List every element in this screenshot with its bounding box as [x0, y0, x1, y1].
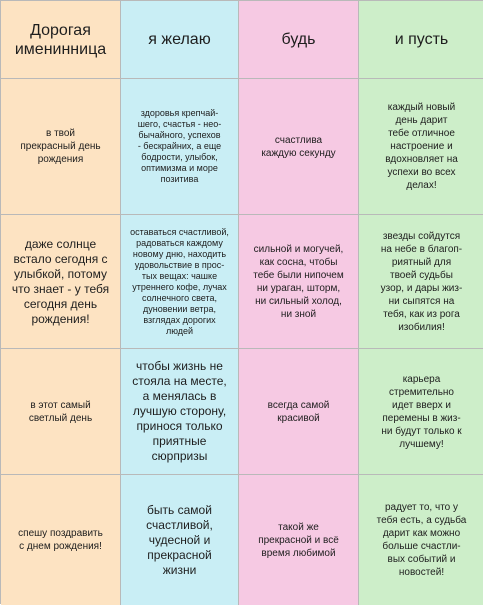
row1-col4: каждый новый день дарит тебе отличное настроение и вдохновляет на успехи во всех делах! [359, 79, 483, 215]
row2-col4: звезды сойдутся на небе в благоп- риятный для твоей судьбы узор, и дары жиз- ни сыпятся на тебя, как из рога изобилия! [359, 215, 483, 349]
row3-col2: чтобы жизнь не стояла на месте, а менялась в лучшую сторону, принося только приятные сюрпризы [121, 349, 239, 475]
row1-col2: здоровья крепчай- шего, счастья - нео- бычайного, успехов - бескрайних, а еще бодрости, улыбок, оптимизма и море позитива [121, 79, 239, 215]
row1-col1: в твой прекрасный день рождения [1, 79, 121, 215]
row2-col3: сильной и могучей, как сосна, чтобы тебе были нипочем ни ураган, шторм, ни сильный холод, ни зной [239, 215, 359, 349]
row3-col4: карьера стремительно идет вверх и перемены в жиз- ни будут только к лучшему! [359, 349, 483, 475]
row4-col3: такой же прекрасной и всё время любимой [239, 475, 359, 605]
header-col2: я желаю [121, 1, 239, 79]
row4-col2: быть самой счастливой, чудесной и прекрасной жизни [121, 475, 239, 605]
row4-col1: спешу поздравить с днем рождения! [1, 475, 121, 605]
row2-col2: оставаться счастливой, радоваться каждому новому дню, находить удовольствие в прос- тых вещах: чашке утреннего кофе, лучах солнечного света, дуновении ветра, взглядах дорогих людей [121, 215, 239, 349]
header-col3: будь [239, 1, 359, 79]
row4-col4: радует то, что у тебя есть, а судьба дарит как можно больше счастли- вых событий и новостей! [359, 475, 483, 605]
header-col1: Дорогая именинница [1, 1, 121, 79]
row1-col3: счастлива каждую секунду [239, 79, 359, 215]
row2-col1: даже солнце встало сегодня с улыбкой, потому что знает - у тебя сегодня день рождения! [1, 215, 121, 349]
row3-col3: всегда самой красивой [239, 349, 359, 475]
row3-col1: в этот самый светлый день [1, 349, 121, 475]
header-col4: и пусть [359, 1, 483, 79]
